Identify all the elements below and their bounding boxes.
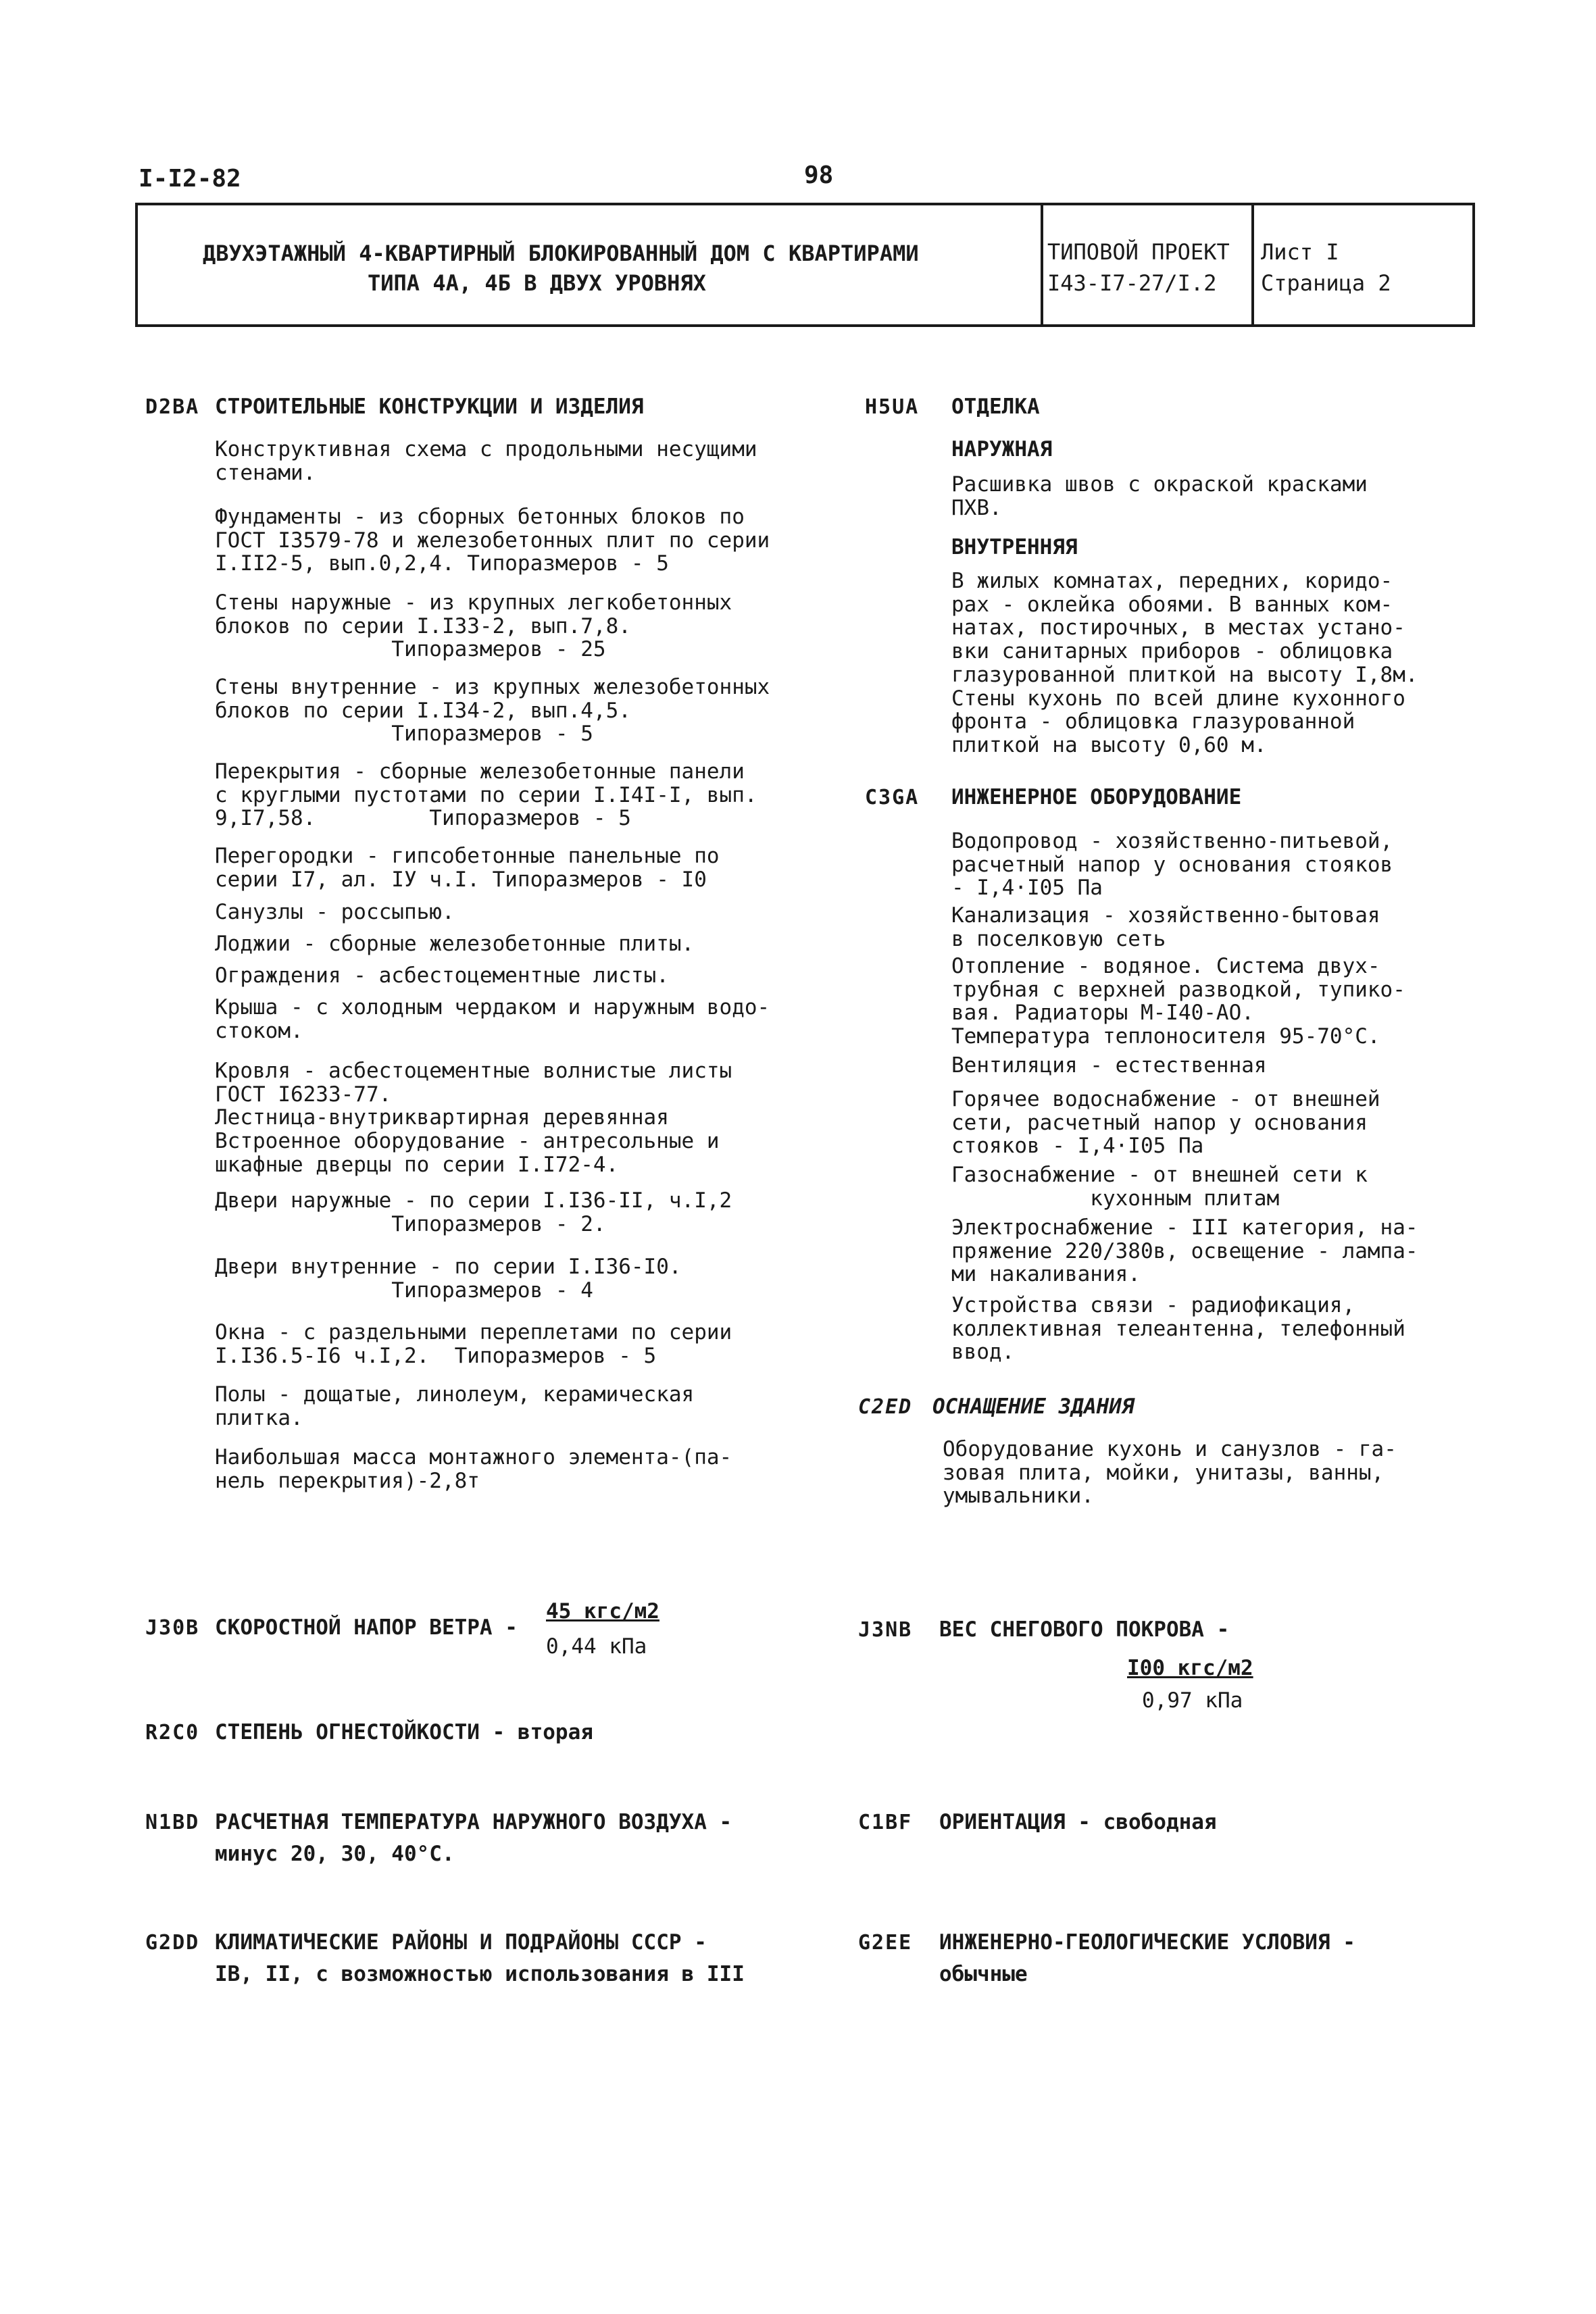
structures-item: Санузлы - россыпью. <box>215 900 455 924</box>
wind-value-kpa: 0,44 кПа <box>546 1634 647 1659</box>
section-code: C2ED <box>858 1395 913 1419</box>
geology-label: ИНЖЕНЕРНО-ГЕОЛОГИЧЕСКИЕ УСЛОВИЯ - <box>939 1930 1355 1955</box>
page-label: Страница 2 <box>1261 270 1391 296</box>
section-code: H5UA <box>865 395 920 419</box>
structures-item: Полы - дощатые, линолеум, керамическая плитка. <box>215 1382 695 1430</box>
wind-value-kgf: 45 кгс/м2 <box>546 1599 659 1624</box>
page-number: 98 <box>804 161 834 189</box>
temperature-code: N1BD <box>145 1811 200 1834</box>
structures-item: Крыша - с холодным чердаком и наружным водо- стоком. <box>215 995 770 1043</box>
inner-finishing-text: В жилых комнатах, передних, коридо- рах - оклейка обоями. В ванных ком- натах, постирочных, в местах устано- вки санитарных приборов - облицовка глазурованной плиткой на высоту I,8м. Стены кухонь по всей длине кухонного фронта - облицовка глазурованной плиткой на высоту 0,60 м. <box>951 569 1418 758</box>
snow-code: J3NB <box>858 1618 913 1642</box>
title-line-1: ДВУХЭТАЖНЫЙ 4-КВАРТИРНЫЙ БЛОКИРОВАННЫЙ ДОМ С КВАРТИРАМИ <box>203 241 919 266</box>
geology-value: обычные <box>939 1962 1028 1986</box>
equipment-text: Оборудование кухонь и санузлов - га- зовая плита, мойки, унитазы, ванны, умывальники. <box>943 1437 1397 1509</box>
engineering-item: Газоснабжение - от внешней сети к кухонным плитам <box>951 1163 1368 1211</box>
outer-finishing-title: НАРУЖНАЯ <box>951 437 1053 461</box>
orientation-code: C1BF <box>858 1811 913 1834</box>
structures-item: Наибольшая масса монтажного элемента-(па- нель перекрытия)-2,8т <box>215 1445 732 1493</box>
sheet-number: Лист I <box>1261 239 1339 265</box>
engineering-item: Водопровод - хозяйственно-питьевой, расчетный напор у основания стояков - I,4·I05 Па <box>951 829 1393 901</box>
structures-item: Конструктивная схема с продольными несущими стенами. <box>215 437 757 485</box>
fire-rating: СТЕПЕНЬ ОГНЕСТОЙКОСТИ - вторая <box>215 1720 593 1744</box>
structures-item: Окна - с раздельными переплетами по серии I.I36.5-I6 ч.I,2. Типоразмеров - 5 <box>215 1320 732 1368</box>
engineering-item: Устройства связи - радиофикация, коллективная телеантенна, телефонный ввод. <box>951 1293 1405 1365</box>
geology-code: G2EE <box>858 1931 913 1955</box>
structures-item: Двери наружные - по серии I.I36-II, ч.I,2 Типоразмеров - 2. <box>215 1188 732 1236</box>
climate-label: КЛИМАТИЧЕСКИЕ РАЙОНЫ И ПОДРАЙОНЫ СССР - <box>215 1930 707 1955</box>
wind-code: J30B <box>145 1616 200 1640</box>
fire-code: R2C0 <box>145 1721 200 1744</box>
engineering-item: Канализация - хозяйственно-бытовая в поселковую сеть <box>951 903 1380 951</box>
temperature-values: минус 20, 30, 40°С. <box>215 1842 455 1866</box>
title-line-2: ТИПА 4А, 4Б В ДВУХ УРОВНЯХ <box>368 270 706 296</box>
section-title-equipment: ОСНАЩЕНИЕ ЗДАНИЯ <box>932 1394 1134 1419</box>
project-number: I43-I7-27/I.2 <box>1047 270 1217 296</box>
outer-finishing-text: Расшивка швов с окраской красками ПХВ. <box>951 472 1368 520</box>
snow-value-kgf: I00 кгс/м2 <box>1127 1656 1253 1680</box>
structures-item: Двери внутренние - по серии I.I36-I0. Типоразмеров - 4 <box>215 1255 682 1303</box>
structures-item: Фундаменты - из сборных бетонных блоков по ГОСТ I3579-78 и железобетонных плит по серии I.II2-5, вып.0,2,4. Типоразмеров - 5 <box>215 505 770 576</box>
engineering-item: Отопление - водяное. Система двух- трубная с верхней разводкой, тупико- вая. Радиаторы М-I40-АО. Температура теплоносителя 95-70°С. <box>951 954 1405 1049</box>
structures-item: Ограждения - асбестоцементные листы. <box>215 963 669 988</box>
title-block <box>135 203 1475 327</box>
engineering-item: Электроснабжение - III категория, на- пряжение 220/380в, освещение - лампа- ми накаливания. <box>951 1215 1418 1287</box>
snow-label: ВЕС СНЕГОВОГО ПОКРОВА - <box>939 1617 1230 1642</box>
inner-finishing-title: ВНУТРЕННЯЯ <box>951 535 1078 559</box>
section-title-finishing: ОТДЕЛКА <box>951 395 1040 419</box>
climate-code: G2DD <box>145 1931 200 1955</box>
wind-label: СКОРОСТНОЙ НАПОР ВЕТРА - <box>215 1615 518 1640</box>
structures-item: Кровля - асбестоцементные волнистые листы ГОСТ I6233-77. Лестница-внутриквартирная деревянная Встроенное оборудование - антресольные и шкафные дверцы по серии I.I72-4. <box>215 1059 732 1177</box>
section-title-structures: СТРОИТЕЛЬНЫЕ КОНСТРУКЦИИ И ИЗДЕЛИЯ <box>215 395 644 419</box>
climate-values: IВ, II, с возможностью использования в III <box>215 1962 745 1986</box>
structures-item: Перекрытия - сборные железобетонные панели с круглыми пустотами по серии I.I4I-I, вып. 9,I7,58. Типоразмеров - 5 <box>215 759 757 831</box>
engineering-item: Горячее водоснабжение - от внешней сети, расчетный напор у основания стояков - I,4·I05 Па <box>951 1087 1380 1159</box>
structures-item: Стены наружные - из крупных легкобетонных блоков по серии I.I33-2, вып.7,8. Типоразмеров - 25 <box>215 590 732 662</box>
section-code: D2BA <box>145 395 200 419</box>
snow-value-kpa: 0,97 кПа <box>1142 1688 1243 1713</box>
orientation-text: ОРИЕНТАЦИЯ - свободная <box>939 1810 1217 1834</box>
section-code: C3GA <box>865 786 920 809</box>
structures-item: Лоджии - сборные железобетонные плиты. <box>215 932 695 956</box>
project-label: ТИПОВОЙ ПРОЕКТ <box>1047 239 1230 265</box>
temperature-label: РАСЧЕТНАЯ ТЕМПЕРАТУРА НАРУЖНОГО ВОЗДУХА - <box>215 1810 732 1834</box>
engineering-item: Вентиляция - естественная <box>951 1053 1267 1078</box>
section-title-engineering: ИНЖЕНЕРНОЕ ОБОРУДОВАНИЕ <box>951 785 1242 809</box>
structures-item: Стены внутренние - из крупных железобетонных блоков по серии I.I34-2, вып.4,5. Типоразмеров - 5 <box>215 675 770 747</box>
structures-item: Перегородки - гипсобетонные панельные по серии I7, ал. IУ ч.I. Типоразмеров - I0 <box>215 844 720 892</box>
document-code: I-I2-82 <box>139 165 241 193</box>
